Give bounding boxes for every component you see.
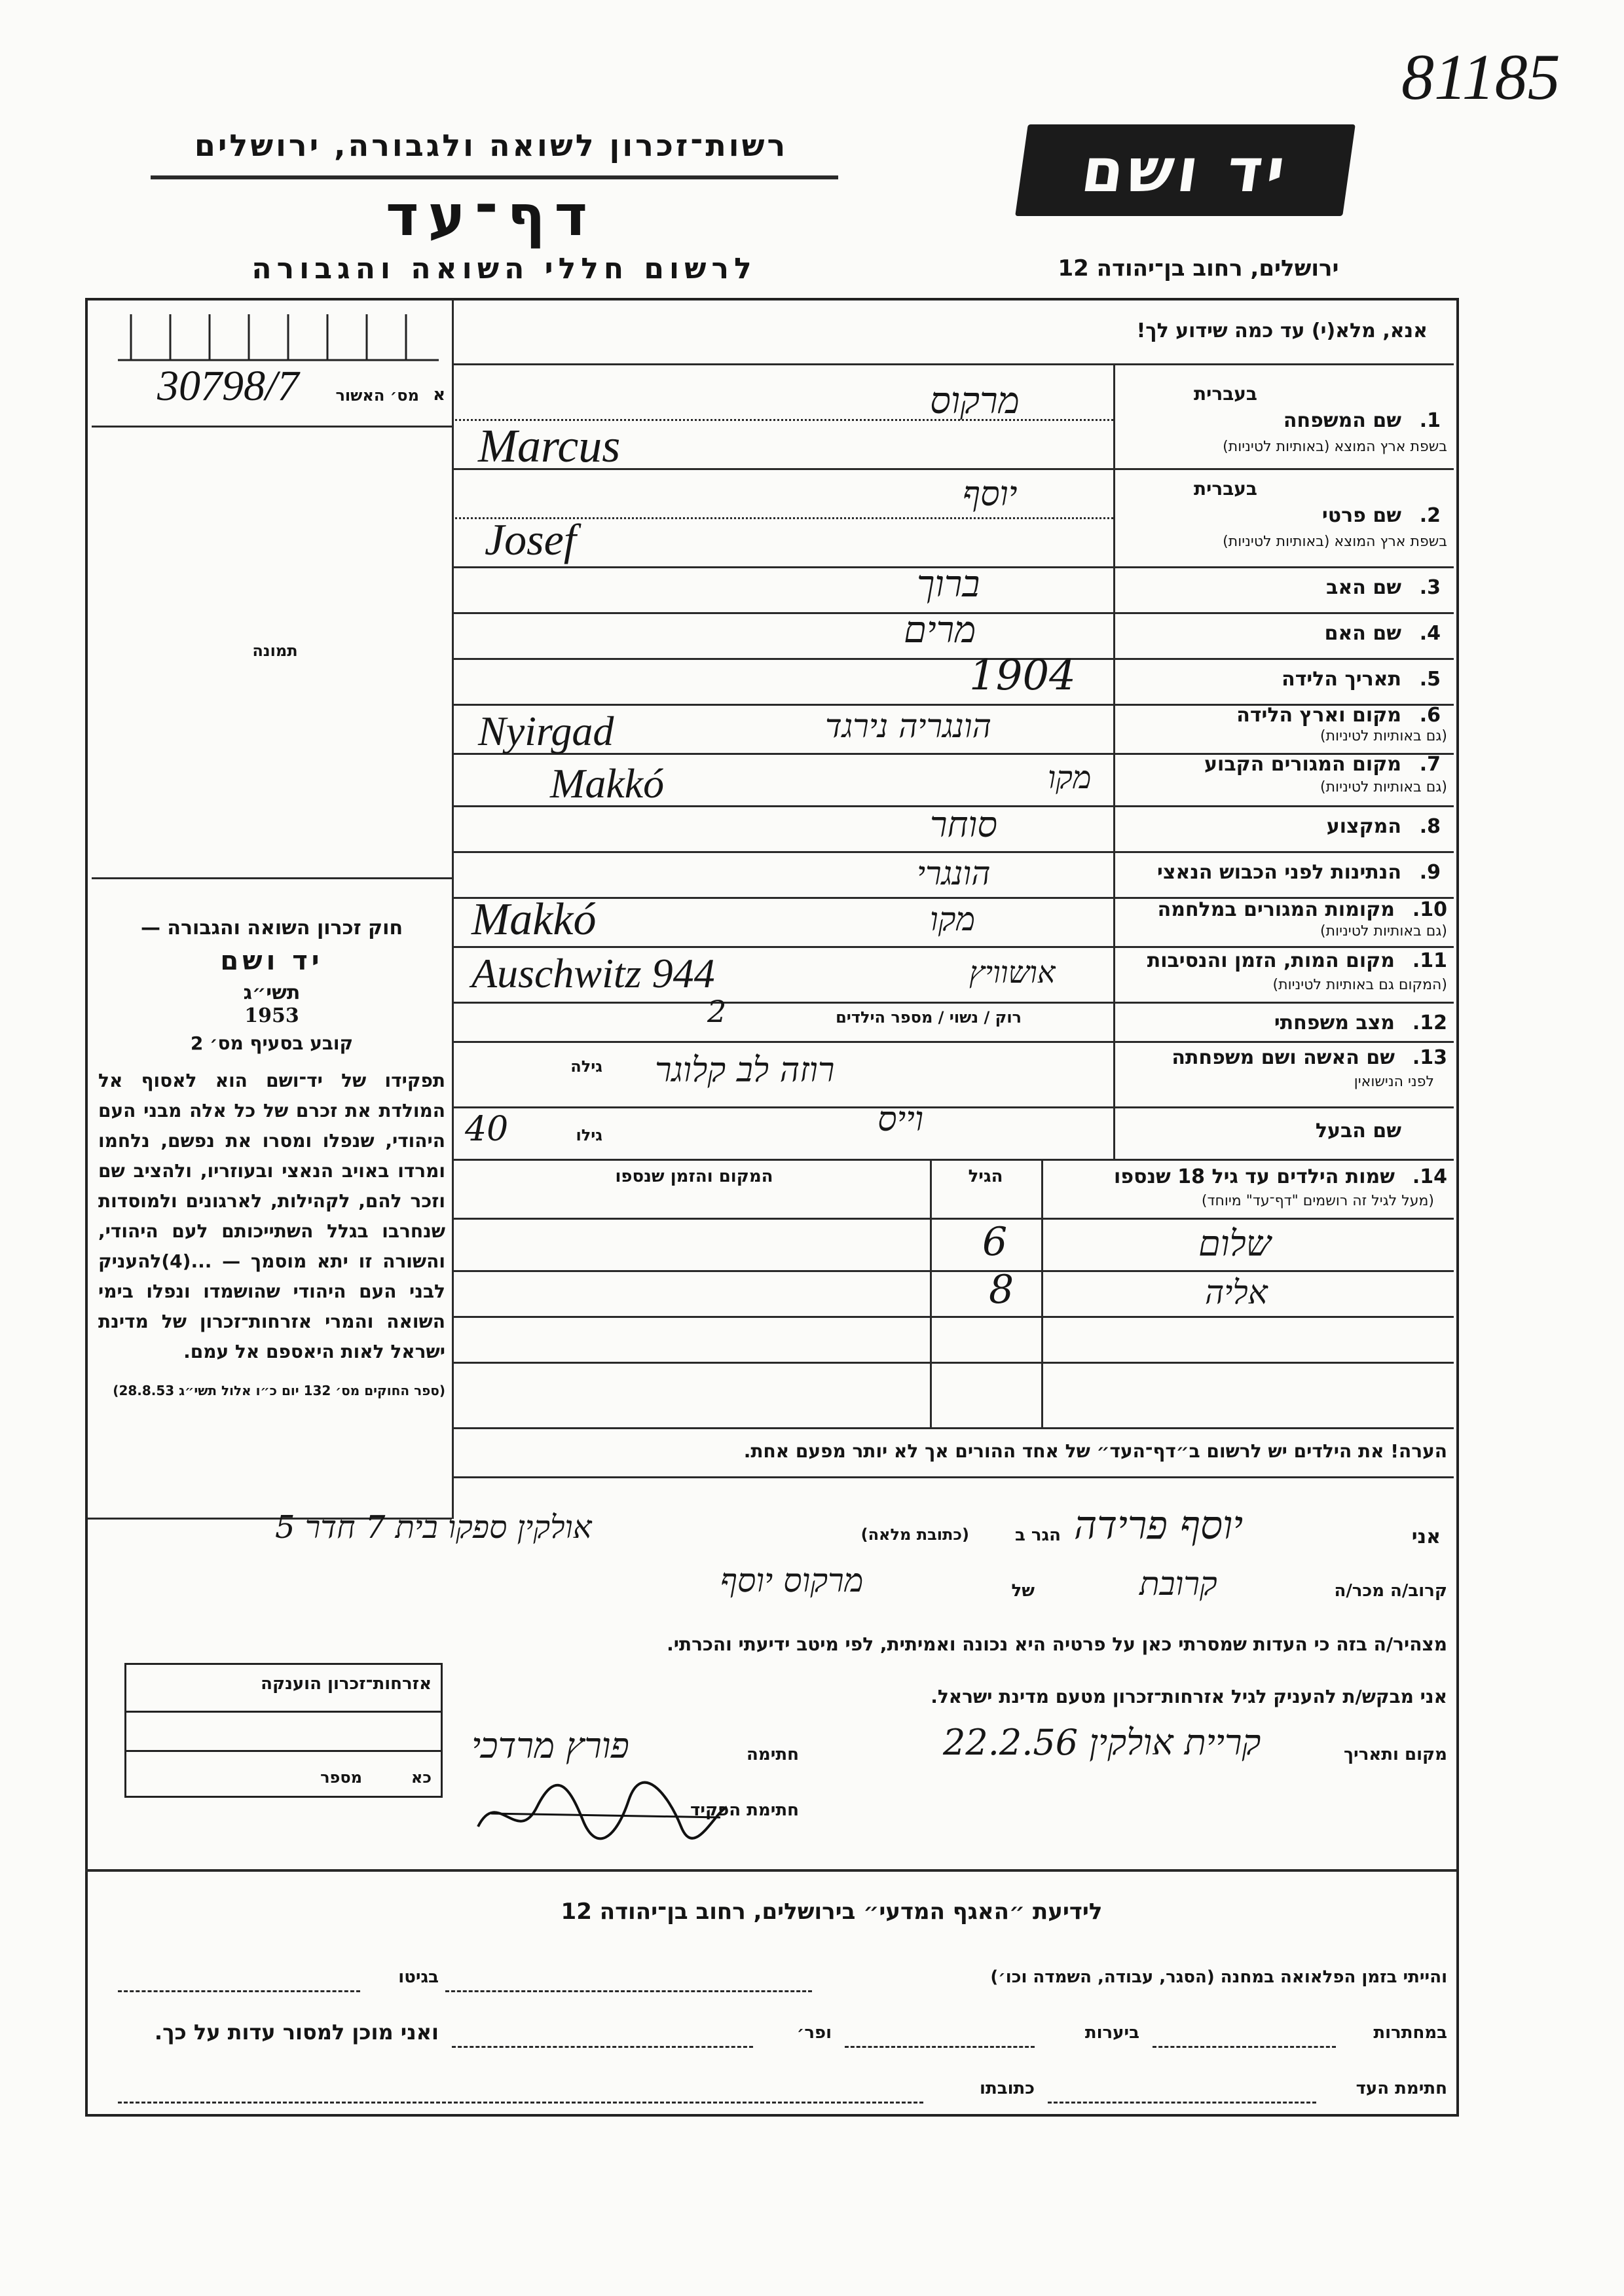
footer-blank bbox=[1048, 2102, 1316, 2104]
witness-request: אני מבקש/ת להעניק לגיל אזרחות־זכרון מטעם מדינת ישראל. bbox=[931, 1686, 1447, 1707]
witness-relation: קרובת bbox=[1139, 1565, 1217, 1603]
field11-value-lat: Auschwitz 944 bbox=[471, 950, 715, 996]
footer-line2-end: ואני מוכן למסור עדות על כך. bbox=[154, 2020, 439, 2045]
field10-num: 10. bbox=[1412, 898, 1447, 921]
row-rule bbox=[452, 1041, 1454, 1043]
field13-label: שם האשה ושם משפחתה bbox=[1172, 1046, 1395, 1069]
header-rule bbox=[151, 175, 838, 179]
footer-rule bbox=[85, 1869, 1456, 1872]
field11-label: מקום המות, הזמן והנסיבות bbox=[1147, 949, 1395, 972]
row-rule bbox=[452, 851, 1454, 853]
field1-value-heb: מרקוס bbox=[930, 380, 1020, 422]
field2-sub: בשפת ארץ המוצא (באותיות לטיניות) bbox=[1223, 534, 1447, 550]
row-rule bbox=[452, 1002, 1454, 1004]
sidebar-divider bbox=[452, 301, 454, 1518]
official-label: חתימת הפקיד bbox=[690, 1800, 799, 1820]
footer-blank bbox=[845, 2046, 1035, 2048]
witness-relative-label: קרוב/ה מכר/ה bbox=[1334, 1581, 1447, 1601]
husband-age-label: גילו bbox=[576, 1126, 602, 1144]
law-ref: (ספר החוקים מס׳ 132 יום כ״ו אלול תשי״ג 28.8.53) bbox=[113, 1383, 445, 1398]
field7-label: מקום המגורים הקבוע bbox=[1204, 753, 1401, 776]
child-row-2-age: 8 bbox=[989, 1267, 1014, 1313]
instruction-rule bbox=[452, 363, 1454, 365]
code-boxes bbox=[98, 308, 439, 367]
field8-value: סוחר bbox=[930, 804, 998, 845]
field4-label: שם האם bbox=[1324, 622, 1401, 645]
field3-label: שם האב bbox=[1326, 576, 1401, 599]
child-row-2-name: אליה bbox=[1205, 1273, 1268, 1311]
field13-age-label: גילה bbox=[570, 1057, 602, 1076]
field6-sub: (גם באותיות לטיניות) bbox=[1320, 728, 1447, 744]
address-line: ירושלים, רחוב בן־יהודה 12 bbox=[1058, 255, 1339, 282]
field12-options: רוק / נשוי / מספר הילדים bbox=[836, 1008, 1022, 1027]
field11-value-heb: אושוויץ bbox=[969, 955, 1056, 990]
signature-label: חתימה bbox=[747, 1745, 799, 1764]
field13-sub: לפני הנישואין bbox=[1354, 1074, 1434, 1090]
field8-label: המקצוע bbox=[1326, 815, 1401, 838]
field5-label: תאריך הלידה bbox=[1282, 668, 1401, 691]
husband-age-value: 40 bbox=[465, 1110, 509, 1149]
row-rule bbox=[452, 1362, 1454, 1364]
row-rule bbox=[452, 1270, 1454, 1272]
field1-value-lat: Marcus bbox=[478, 420, 621, 472]
field2-value-lat: Josef bbox=[485, 515, 576, 564]
row-rule bbox=[452, 1476, 1454, 1478]
field2-tag: בעברית bbox=[1193, 478, 1257, 500]
witness-address-label: (כתובת מלאה) bbox=[860, 1525, 969, 1544]
registration-prefix: א bbox=[433, 385, 445, 405]
registration-rule bbox=[92, 426, 452, 428]
field2-value-heb: יוסף bbox=[963, 475, 1018, 514]
field3-num: 3. bbox=[1419, 576, 1441, 599]
field9-value: הונגרי bbox=[917, 854, 991, 892]
yad-vashem-logo bbox=[1015, 124, 1356, 216]
field4-value: מרים bbox=[904, 609, 976, 651]
children-num: 14. bbox=[1412, 1165, 1447, 1188]
law-section: קובע בסעיף מס׳ 2 bbox=[190, 1032, 354, 1054]
witness-address: אולקין ספקו בית 7 חדר 5 bbox=[275, 1509, 592, 1546]
field9-num: 9. bbox=[1419, 861, 1441, 884]
row-rule bbox=[452, 1316, 1454, 1318]
footer-line1: והייתי בזמן הפלאואה במחנה (הסגר, עבודה, השמדה וכו׳) bbox=[990, 1967, 1447, 1987]
row-rule bbox=[452, 1427, 1454, 1429]
row-rule bbox=[452, 658, 1454, 660]
field4-num: 4. bbox=[1419, 622, 1441, 645]
footer-title: לידיעת ״האגף המדעי״ בירושלים, רחוב בן־יהודה 12 bbox=[561, 1899, 1103, 1925]
witness-name: יוסף פרידה bbox=[1074, 1503, 1244, 1548]
row-rule bbox=[452, 1159, 1454, 1161]
footer-blank bbox=[118, 1990, 360, 1992]
footer-blank bbox=[445, 1990, 812, 1992]
footer-line2-b: ביערות bbox=[1084, 2023, 1139, 2043]
registration-title: מס׳ האשור bbox=[335, 386, 419, 405]
footer-line3-b: כתובתו bbox=[980, 2079, 1035, 2098]
field7-value-heb: מקו bbox=[1048, 759, 1092, 796]
footer-blank bbox=[118, 2102, 923, 2104]
law-block bbox=[98, 917, 445, 1398]
witness-resident-label: הגר ב bbox=[1014, 1525, 1061, 1545]
field10-label: מקומות המגורים במלחמה bbox=[1157, 898, 1395, 921]
field11-num: 11. bbox=[1412, 949, 1447, 972]
photo-rule bbox=[92, 877, 452, 879]
code-boxes-grid bbox=[98, 308, 439, 367]
children-divider-2 bbox=[930, 1159, 932, 1427]
field9-label: הנתינות לפני הכבוש הנאצי bbox=[1157, 861, 1401, 884]
place-date-label: מקום ותאריך bbox=[1344, 1745, 1447, 1764]
footer-line1-end: בגיטו bbox=[398, 1967, 439, 1987]
instruction: אנא, מלא(י) עד כמה שידוע לך! bbox=[1136, 319, 1428, 342]
stamp-prefix: כא bbox=[411, 1768, 432, 1787]
field6-label: מקום וארץ הלידה bbox=[1236, 704, 1401, 727]
children-col-age: הגיל bbox=[968, 1167, 1003, 1186]
law-text: תפקידו של יד־ושם הוא לאסוף אל המולדת את זכרם של כל אלה מבני העם היהודי, שנפלו ומסרו את נפשם, נלחמו ומרדו באויב הנאצי ובעוזריו, ולהציב שם וזכר להם, לקהילות, לארגונים ולמוסדות שנחרבו בגלל השתייכותם לעם היהודי, והשורה זו יתא מוסמך — ...(4)להעניק לבני העם היהודי שהושמדו ונפלו בימי השואה והמרי אזרחות־זכרון של מדינת ישראל לאות היאספם אל עמם. bbox=[98, 1070, 445, 1362]
field5-value: 1904 bbox=[969, 651, 1076, 700]
form-title: דף־עד bbox=[385, 183, 597, 249]
field6-value-heb: הונגריה נירגד bbox=[825, 707, 991, 745]
law-name: יד ושם bbox=[220, 946, 323, 976]
field6-num: 6. bbox=[1419, 704, 1441, 727]
footer-blank bbox=[452, 2046, 753, 2048]
children-divider-1 bbox=[1041, 1159, 1043, 1427]
field2-label: שם פרטי bbox=[1321, 504, 1401, 527]
registration-number: 30798/7 bbox=[157, 362, 299, 410]
field2-num: 2. bbox=[1419, 504, 1441, 527]
witness-declaration: מצהיר/ה בזה כי העדות שמסרתי כאן על פרטיה היא נכונה ואמיתית, לפי מיטב ידיעתי והכרתי. bbox=[667, 1633, 1447, 1655]
official-signature bbox=[471, 1774, 733, 1855]
field10-value-lat: Makkó bbox=[471, 894, 597, 945]
field13-value: רוזה לב קלוגר bbox=[655, 1051, 835, 1090]
children-sub: (מעל לגיל זה רושמים "דף־עד" מיוחד) bbox=[1201, 1193, 1434, 1209]
field5-num: 5. bbox=[1419, 668, 1441, 691]
authority-line: רשות־זכרון לשואה ולגבורה, ירושלים bbox=[194, 128, 788, 163]
field12-num: 12. bbox=[1412, 1011, 1447, 1034]
field6-value-lat: Nyirgad bbox=[478, 708, 614, 754]
field12-label: מצב משפחתי bbox=[1274, 1011, 1395, 1034]
signature: פורץ מרדכי bbox=[471, 1725, 629, 1766]
field8-num: 8. bbox=[1419, 815, 1441, 838]
field1-label: שם המשפחה bbox=[1283, 409, 1401, 432]
husband-value: וייס bbox=[877, 1100, 924, 1139]
witness-relative-of: מרקוס יוסף bbox=[720, 1561, 864, 1599]
field7-sub: (גם באותיות לטיניות) bbox=[1320, 779, 1447, 795]
field1-num: 1. bbox=[1419, 409, 1441, 432]
row-rule bbox=[452, 1218, 1454, 1220]
law-year-heb: תשי״ג bbox=[243, 981, 301, 1004]
official-signature-scribble bbox=[471, 1774, 733, 1853]
footer-line2-a: במחתרות bbox=[1373, 2023, 1447, 2043]
stamp-rule-1 bbox=[126, 1711, 441, 1713]
field1-sub: בשפת ארץ המוצא (באותיות לטיניות) bbox=[1223, 439, 1447, 455]
field7-value-lat: Makkó bbox=[550, 760, 665, 807]
stamp-rule-2 bbox=[126, 1750, 441, 1752]
note: הערה! את הילדים יש לרשום ב״דף־העד״ של אחד ההורים אך לא יותר מפעם אחת. bbox=[743, 1440, 1447, 1462]
child-row-1-name: שלום bbox=[1198, 1223, 1272, 1264]
children-label: שמות הילדים עד גיל 18 שנספו bbox=[1114, 1165, 1395, 1188]
row-rule bbox=[452, 1106, 1454, 1108]
archive-number: 81185 bbox=[1401, 41, 1560, 113]
field11-sub: (המקום גם באותיות לטיניות) bbox=[1272, 977, 1447, 993]
child-row-1-age: 6 bbox=[982, 1219, 1008, 1265]
children-col-place: המקום והזמן שנספו bbox=[615, 1167, 773, 1186]
field1-tag: בעברית bbox=[1193, 383, 1257, 405]
sidebar-end bbox=[452, 1427, 454, 1519]
field13-num: 13. bbox=[1412, 1046, 1447, 1069]
field3-value: ברוך bbox=[917, 563, 980, 606]
place-date: קריית אולקין 22.2.56 bbox=[943, 1722, 1261, 1763]
field10-value-heb: מקו bbox=[930, 900, 976, 938]
law-title: חוק זכרון השואה והגבורה — bbox=[140, 917, 403, 939]
form-subtitle: לרשום חללי השואה והגבורה bbox=[251, 252, 757, 285]
witness-of-label: של bbox=[1011, 1581, 1035, 1601]
field12-children-count: 2 bbox=[707, 994, 727, 1029]
footer-line3-a: חתימת העד bbox=[1356, 2079, 1447, 2098]
stamp-number-text: מספר bbox=[320, 1768, 362, 1787]
footer-line2-c: ופר׳ bbox=[796, 2023, 832, 2043]
stamp-number-label bbox=[320, 1768, 362, 1787]
law-year: 1953 bbox=[244, 1004, 299, 1027]
row-rule bbox=[452, 946, 1454, 948]
stamp-title: אזרחות־זכרון הוענקה bbox=[261, 1674, 432, 1694]
logo-text: יד ושם bbox=[1077, 135, 1293, 206]
footer-blank bbox=[1153, 2046, 1336, 2048]
field7-num: 7. bbox=[1419, 753, 1441, 776]
citizenship-stamp-box bbox=[124, 1663, 443, 1798]
photo-label: תמונה bbox=[252, 642, 298, 660]
witness-i-label: אני bbox=[1411, 1525, 1441, 1548]
field10-sub: (גם באותיות לטיניות) bbox=[1320, 923, 1447, 939]
husband-label: שם הבעל bbox=[1315, 1120, 1401, 1142]
label-divider bbox=[1113, 363, 1115, 1159]
